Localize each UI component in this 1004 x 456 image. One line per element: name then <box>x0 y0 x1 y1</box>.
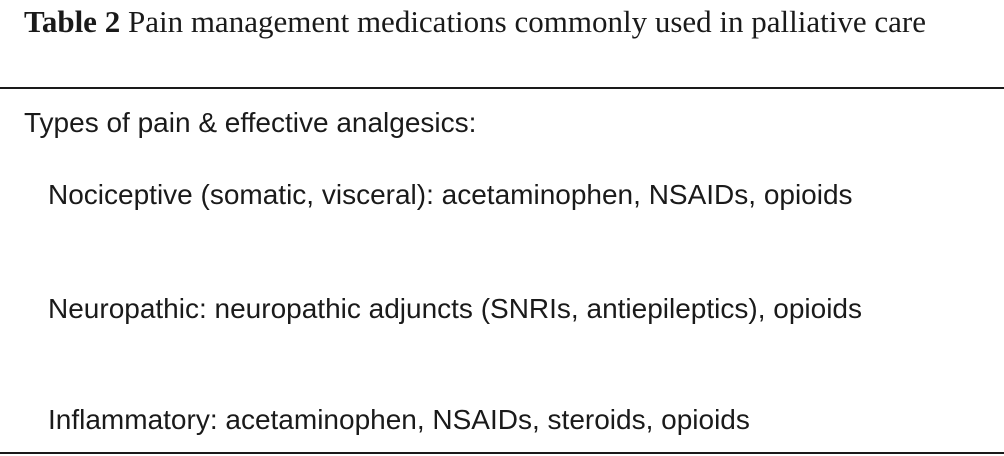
table-row-neuropathic: Neuropathic: neuropathic adjuncts (SNRIs, antiepileptics), opioids <box>48 293 862 324</box>
table-body <box>24 104 984 435</box>
table-row-nociceptive: Nociceptive (somatic, visceral): acetaminophen, NSAIDs, opioids <box>48 179 853 210</box>
table-row-inflammatory: Inflammatory: acetaminophen, NSAIDs, steroids, opioids <box>48 404 750 435</box>
table-bottom-rule <box>0 452 1004 454</box>
table-caption-label: Table 2 <box>24 4 121 39</box>
table-caption-text: Pain management medications commonly used in palliative care <box>120 4 926 39</box>
table-row-heading: Types of pain & effective analgesics: <box>24 107 477 138</box>
table-top-rule <box>0 87 1004 89</box>
table-caption <box>24 0 996 43</box>
